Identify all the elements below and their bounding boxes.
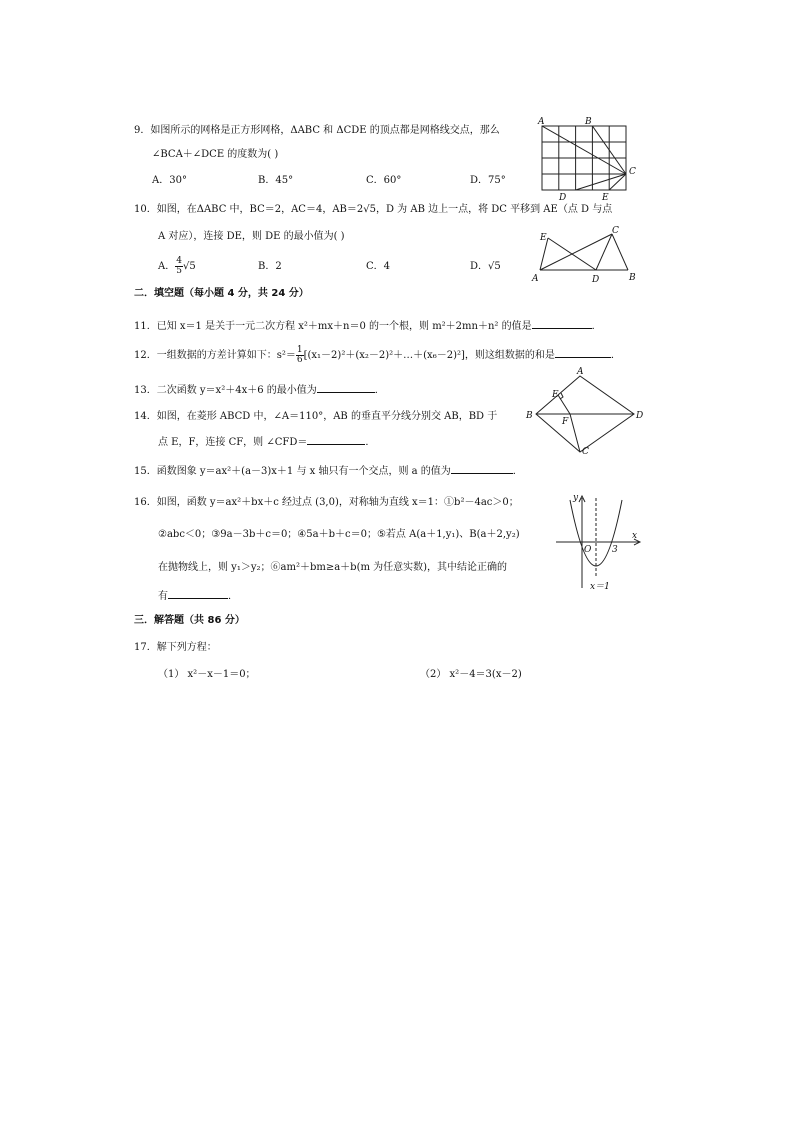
q10-option-b: B．2 <box>258 261 282 272</box>
section-2-heading: 二．填空题（每小题 4 分，共 24 分） <box>134 288 309 299</box>
q10-option-a-fraction <box>175 257 183 276</box>
q16-label-x: x <box>632 531 638 541</box>
q9-label-a: A <box>538 117 545 127</box>
q14-end: ． <box>365 437 376 448</box>
q10-option-c: C．4 <box>366 261 391 272</box>
q9-grid-figure <box>536 116 646 202</box>
q9-label-c: C <box>629 167 636 177</box>
q12-answer-blank[interactable] <box>555 347 611 358</box>
q9-option-d: D．75° <box>470 175 506 186</box>
q12-stem-pre: 12．一组数据的方差计算如下：s²＝ <box>134 350 296 361</box>
q12-text <box>134 344 621 368</box>
q14-label-c: C <box>582 447 589 457</box>
q13-text <box>134 382 385 398</box>
q11-answer-blank[interactable] <box>532 318 592 329</box>
q14-label-b: B <box>526 411 533 421</box>
q14-stem: 点 E，F，连接 CF，则 ∠CFD＝ <box>158 437 308 448</box>
q10-option-a <box>158 256 196 278</box>
section-3-heading: 三．解答题（共 86 分） <box>134 615 245 626</box>
q9-option-a: A．30° <box>152 175 187 186</box>
q15-end: ． <box>512 466 523 477</box>
q16-line4-pre: 有 <box>158 591 168 602</box>
q15-stem: 15．函数图象 y＝ax²＋(a－3)x＋1 与 x 轴只有一个交点，则 a 的值为 <box>134 466 451 477</box>
q16-line4 <box>158 588 238 604</box>
q11-text <box>134 318 602 334</box>
q10-triangle-figure <box>530 224 642 286</box>
q15-answer-blank[interactable] <box>451 463 513 474</box>
q14-answer-blank[interactable] <box>307 434 365 445</box>
q16-line1: 16．如图，函数 y＝ax²＋bx＋c 经过点 (3,0)，对称轴为直线 x＝1：①b²－4ac＞0； <box>134 497 519 508</box>
q10-label-a: A <box>532 274 539 284</box>
q16-label-3: 3 <box>612 545 618 555</box>
q13-end: ． <box>374 385 385 396</box>
q15-text <box>134 463 523 479</box>
q17-title: 17．解下列方程： <box>134 642 217 653</box>
q16-answer-blank[interactable] <box>168 588 228 599</box>
q16-end: ． <box>228 591 238 602</box>
q11-stem: 11．已知 x＝1 是关于一元二次方程 x²＋mx＋n＝0 的一个根，则 m²＋2mn＋n² 的值是 <box>134 321 532 332</box>
q14-label-e: E <box>552 390 559 400</box>
q16-label-o: O <box>584 545 592 555</box>
q14-line2 <box>158 434 375 450</box>
q10-option-a-numerator: 4 <box>176 256 182 266</box>
q12-fraction-numerator: 1 <box>296 345 303 355</box>
q9-label-b: B <box>585 117 592 127</box>
q10-label-b: B <box>629 273 636 283</box>
q9-option-c: C．60° <box>366 175 402 186</box>
q10-line2: A 对应），连接 DE，则 DE 的最小值为( ) <box>158 231 345 242</box>
q9-line2: ∠BCA＋∠DCE 的度数为( ) <box>152 149 279 160</box>
q13-answer-blank[interactable] <box>317 382 375 393</box>
q12-fraction <box>296 346 304 365</box>
q10-option-a-root: √5 <box>182 261 196 272</box>
q14-rhombus-figure <box>524 367 646 457</box>
q12-fraction-denominator: 6 <box>296 355 303 365</box>
q10-label-e: E <box>540 233 547 243</box>
q14-label-a: A <box>577 367 584 377</box>
q9-line1: 9．如图所示的网格是正方形网格，ΔABC 和 ΔCDE 的顶点都是网格线交点，那么 <box>134 125 500 136</box>
q10-option-a-letter: A． <box>158 261 176 272</box>
q10-option-d: D．√5 <box>470 261 501 272</box>
q10-option-a-denominator: 5 <box>176 266 182 276</box>
q10-label-d: D <box>592 275 600 285</box>
q16-label-axis: x＝1 <box>590 582 610 592</box>
q17-part1: （1） x²－x－1＝0； <box>158 669 256 680</box>
q16-line3: 在抛物线上，则 y₁＞y₂；⑥am²＋bm≥a＋b(m 为任意实数)，其中结论正确的 <box>158 562 508 573</box>
q12-end: ． <box>610 350 621 361</box>
q12-stem-post: [(x₁－2)²＋(x₂－2)²＋…＋(x₆－2)²]，则这组数据的和是 <box>303 350 555 361</box>
q16-label-y: y <box>573 493 579 503</box>
q16-line2: ②abc＜0；③9a－3b＋c＝0；④5a＋b＋c＝0；⑤若点 A(a＋1,y₁)、B(a＋2,y₂) <box>158 529 520 540</box>
q14-line1: 14．如图，在菱形 ABCD 中，∠A＝110°，AB 的垂直平分线分别交 AB，BD 于 <box>134 411 498 422</box>
q9-option-b: B．45° <box>258 175 294 186</box>
q13-stem: 13．二次函数 y＝x²＋4x＋6 的最小值为 <box>134 385 317 396</box>
q17-part2: （2） x²－4＝3(x－2) <box>420 669 522 680</box>
q16-parabola-figure <box>550 490 650 594</box>
q11-end: ． <box>591 321 602 332</box>
q10-label-c: C <box>612 226 619 236</box>
q9-label-e: E <box>602 193 609 203</box>
q14-label-d: D <box>636 411 644 421</box>
q10-line1: 10．如图，在ΔABC 中，BC＝2，AC＝4，AB＝2√5，D 为 AB 边上一点，将 DC 平移到 AE（点 D 与点 <box>134 204 613 215</box>
q14-label-f: F <box>562 417 569 427</box>
q9-label-d: D <box>559 193 567 203</box>
